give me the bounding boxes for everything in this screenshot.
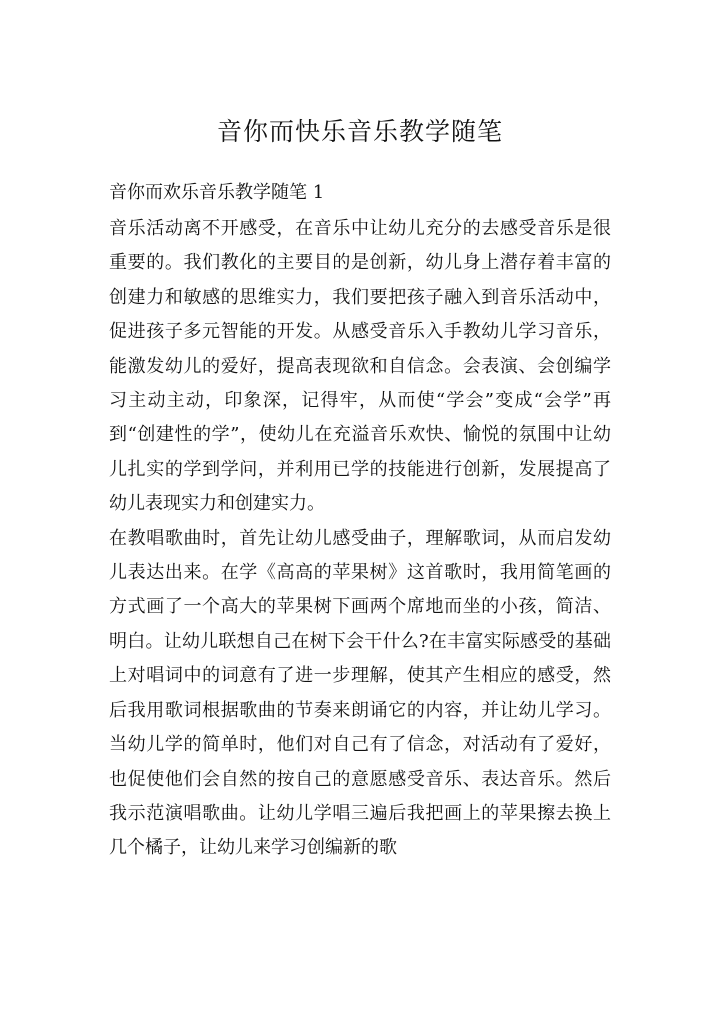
section-heading: 音你而欢乐音乐教学随笔 1 [109, 182, 325, 203]
document-body [109, 212, 611, 866]
document-title: 音你而快乐音乐教学随笔 [216, 117, 503, 146]
paragraph-1: 音乐活动离不开感受，在音乐中让幼儿充分的去感受音乐是很重要的。我们教化的主要目的是创新，幼儿身上潜存着丰富的创建力和敏感的思维实力，我们要把孩子融入到音乐活动中，促进孩子多元智能的开发。从感受音乐入手教幼儿学习音乐，能激发幼儿的爱好，提高表现欲和自信念。会表演、会创编学习主动主动，印象深，记得牢，从而使“学会”变成“会学”再到“创建性的学”，使幼儿在充溢音乐欢快、愉悦的氛围中让幼儿扎实的学到学问，并利用已学的技能进行创新，发展提高了幼儿表现实力和创建实力。 [109, 218, 611, 515]
paragraph-2: 在教唱歌曲时，首先让幼儿感受曲子，理解歌词，从而启发幼儿表达出来。在学《高高的苹果树》这首歌时，我用简笔画的方式画了一个高大的苹果树下画两个席地而坐的小孩，简洁、明白。让幼儿联想自己在树下会干什么?在丰富实际感受的基础上对唱词中的词意有了进一步理解，使其产生相应的感受，然后我用歌词根据歌曲的节奏来朗诵它的内容，并让幼儿学习。当幼儿学的简单时，他们对自己有了信念，对活动有了爱好，也促使他们会自然的按自己的意愿感受音乐、表达音乐。然后我示范演唱歌曲。让幼儿学唱三遍后我把画上的苹果擦去换上几个橘子，让幼儿来学习创编新的歌 [109, 527, 611, 859]
